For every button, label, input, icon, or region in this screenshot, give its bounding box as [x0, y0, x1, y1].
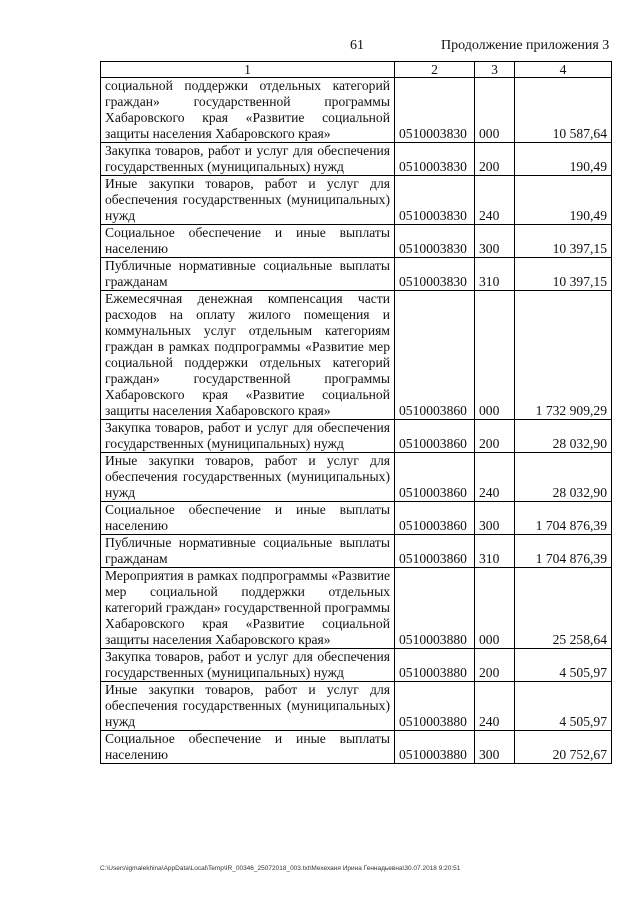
row-expense-type: 240	[475, 176, 515, 225]
page-number: 61	[350, 38, 364, 53]
row-target-code: 0510003880	[395, 682, 475, 731]
row-name: Иные закупки товаров, работ и услуг для обеспечения государственных (муниципальных) нужд	[101, 453, 395, 502]
row-expense-type: 200	[475, 143, 515, 176]
row-name: Закупка товаров, работ и услуг для обеспечения государственных (муниципальных) нужд	[101, 420, 395, 453]
row-expense-type: 300	[475, 731, 515, 764]
row-expense-type: 300	[475, 225, 515, 258]
table-row	[101, 78, 612, 143]
row-name: Иные закупки товаров, работ и услуг для обеспечения государственных (муниципальных) нужд	[101, 176, 395, 225]
row-sum: 4 505,97	[515, 649, 612, 682]
column-header-type: 3	[475, 62, 515, 78]
row-sum: 25 258,64	[515, 568, 612, 649]
row-sum: 20 752,67	[515, 731, 612, 764]
row-sum: 28 032,90	[515, 453, 612, 502]
table-row	[101, 731, 612, 764]
row-name: социальной поддержки отдельных категорий граждан» государственной программы Хабаровского края «Развитие социальной защиты населения Хабаровского края»	[101, 78, 395, 143]
row-name: Социальное обеспечение и иные выплаты населению	[101, 225, 395, 258]
row-name: Мероприятия в рамках подпрограммы «Развитие мер социальной поддержки отдельных категорий граждан» государственной программы Хабаровского края «Развитие социальной защиты населения Хабаровского края»	[101, 568, 395, 649]
row-expense-type: 200	[475, 420, 515, 453]
row-expense-type: 000	[475, 291, 515, 420]
row-expense-type: 000	[475, 78, 515, 143]
column-header-sum: 4	[515, 62, 612, 78]
row-sum: 190,49	[515, 176, 612, 225]
table-row	[101, 568, 612, 649]
row-sum: 4 505,97	[515, 682, 612, 731]
page-header	[0, 38, 640, 56]
row-expense-type: 310	[475, 535, 515, 568]
row-expense-type: 000	[475, 568, 515, 649]
row-expense-type: 310	[475, 258, 515, 291]
row-name: Закупка товаров, работ и услуг для обеспечения государственных (муниципальных) нужд	[101, 143, 395, 176]
row-target-code: 0510003860	[395, 291, 475, 420]
row-name: Публичные нормативные социальные выплаты гражданам	[101, 535, 395, 568]
row-target-code: 0510003860	[395, 453, 475, 502]
table-row	[101, 535, 612, 568]
row-target-code: 0510003880	[395, 649, 475, 682]
row-name: Иные закупки товаров, работ и услуг для обеспечения государственных (муниципальных) нужд	[101, 682, 395, 731]
table-row	[101, 143, 612, 176]
row-target-code: 0510003830	[395, 176, 475, 225]
row-sum: 28 032,90	[515, 420, 612, 453]
row-sum: 10 587,64	[515, 78, 612, 143]
table-row	[101, 453, 612, 502]
table-row	[101, 420, 612, 453]
row-target-code: 0510003860	[395, 502, 475, 535]
row-expense-type: 200	[475, 649, 515, 682]
row-sum: 10 397,15	[515, 258, 612, 291]
row-sum: 1 732 909,29	[515, 291, 612, 420]
column-number-row	[101, 62, 612, 78]
row-name: Социальное обеспечение и иные выплаты населению	[101, 731, 395, 764]
row-expense-type: 240	[475, 453, 515, 502]
row-sum: 1 704 876,39	[515, 535, 612, 568]
table-row	[101, 225, 612, 258]
row-target-code: 0510003830	[395, 258, 475, 291]
row-target-code: 0510003830	[395, 225, 475, 258]
row-name: Ежемесячная денежная компенсация части расходов на оплату жилого помещения и коммунальных услуг отдельным категориям граждан в рамках подпрограммы «Развитие мер социальной поддержки отдельных категорий граждан» государственной программы Хабаровского края «Развитие социальной защиты населения Хабаровского края»	[101, 291, 395, 420]
table-row	[101, 502, 612, 535]
table-row	[101, 291, 612, 420]
row-sum: 190,49	[515, 143, 612, 176]
row-expense-type: 300	[475, 502, 515, 535]
row-name: Закупка товаров, работ и услуг для обеспечения государственных (муниципальных) нужд	[101, 649, 395, 682]
row-name: Социальное обеспечение и иные выплаты населению	[101, 502, 395, 535]
table-row	[101, 682, 612, 731]
row-target-code: 0510003830	[395, 78, 475, 143]
column-header-name: 1	[101, 62, 395, 78]
row-target-code: 0510003880	[395, 568, 475, 649]
table-row	[101, 176, 612, 225]
row-target-code: 0510003830	[395, 143, 475, 176]
row-target-code: 0510003860	[395, 420, 475, 453]
row-target-code: 0510003860	[395, 535, 475, 568]
table-row	[101, 258, 612, 291]
column-header-code: 2	[395, 62, 475, 78]
row-target-code: 0510003880	[395, 731, 475, 764]
row-sum: 1 704 876,39	[515, 502, 612, 535]
row-sum: 10 397,15	[515, 225, 612, 258]
footer-file-path: C:\Users\igmalekhina\AppData\Local\Temp\IR_00346_25072018_003.txt\Мехеханя Ирина Геннадьевна\30.07.2018 9:20:51	[100, 865, 461, 872]
budget-table	[100, 61, 612, 764]
table-row	[101, 649, 612, 682]
appendix-continuation-note: Продолжение приложения 3	[441, 38, 610, 53]
row-expense-type: 240	[475, 682, 515, 731]
row-name: Публичные нормативные социальные выплаты гражданам	[101, 258, 395, 291]
